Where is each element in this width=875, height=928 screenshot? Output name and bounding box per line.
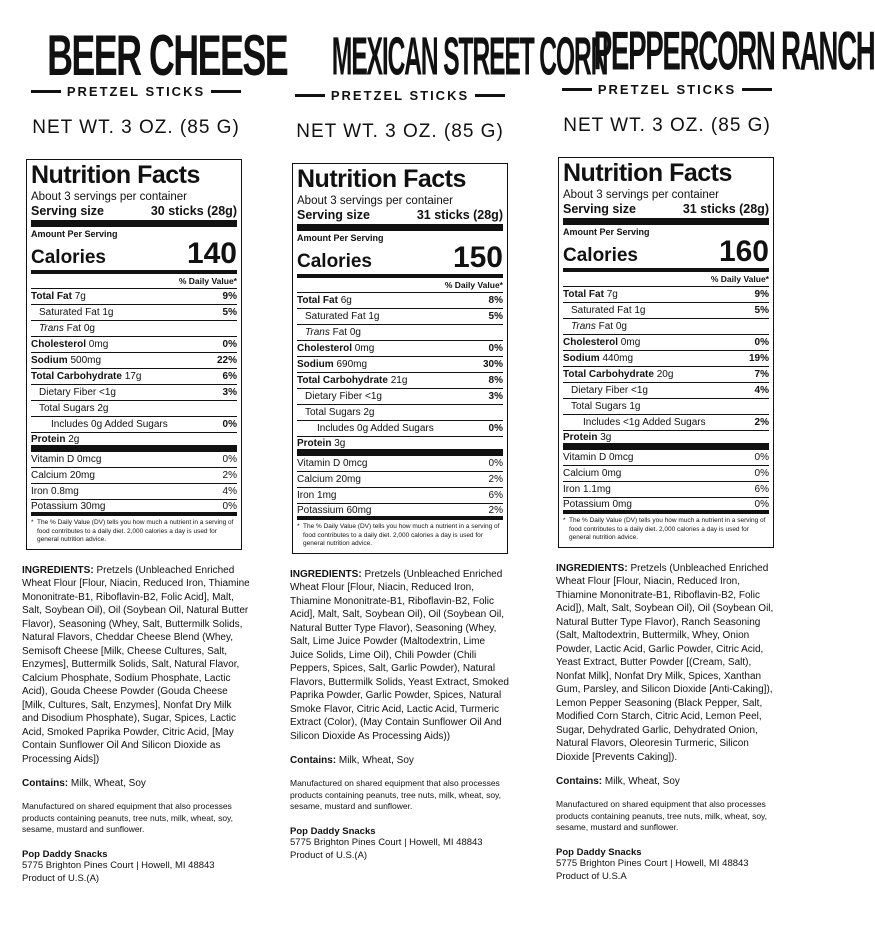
ingredients-text: Pretzels (Unbleached Enriched Wheat Flour [Flour, Niacin, Reduced Iron, Thiamine Mononitrate-B1, Riboflavin-B2, Folic Acid], Malt, Salt, Soybean Oil), Oil (Soybean Oil, Natural Butter Flavor), Seasoning (Whey, Salt, Buttermilk Solids, Natural Flavors, Cheddar Cheese Blend (Whey, Semisoft Cheese [Milk, Cheese Cultures, Salt, Enzymes], Buttermilk Solids, Salt, Natural Flavor, Calcium Phosphate, Sodium Phosphate, Lactic Acid), Gouda Cheese Powder (Gouda Cheese [Milk, Cultures, Salt, Enzymes], Nonfat Dry Milk and Disodium Phosphate), Sugar, Spices, Lactic Acid, Smoked Paprika Powder, Citric Acid, [May Contain Sunflower Oil And Silicon Dioxide as Processing Aids]) — [22, 564, 250, 765]
amount-per-serving: Amount Per Serving — [297, 233, 384, 244]
nutrient-daily-value: 9% — [754, 289, 769, 301]
nutrient-row — [31, 369, 237, 385]
product-origin: Product of U.S.(A) — [290, 849, 368, 861]
facility-statement: Manufactured on shared equipment that also processes products containing peanuts, tree nuts, milk, wheat, soy, sesame, mustard and sunflower. — [290, 778, 502, 811]
contains-text: Milk, Wheat, Soy — [70, 778, 146, 790]
contains-text: Milk, Wheat, Soy — [604, 776, 680, 788]
nutrient-label — [31, 291, 86, 302]
nutrient-name: Includes 0g Added Sugars — [317, 423, 434, 435]
nutrient-label — [297, 391, 382, 402]
nutrient-name: Trans — [571, 321, 596, 333]
nutrition-facts-heading: Nutrition Facts — [563, 159, 732, 187]
nutrient-amount: 0mg — [620, 337, 641, 349]
nutrient-row — [31, 417, 237, 433]
nutrient-row — [563, 367, 769, 383]
nutrient-amount: 3g — [334, 437, 346, 449]
nutrition-facts-panel — [292, 163, 508, 554]
serving-size-value: 31 sticks (28g) — [416, 208, 503, 223]
contains-label: Contains: — [290, 755, 337, 767]
nutrient-name: Saturated Fat — [305, 311, 366, 323]
nutrient-amount: 21g — [390, 375, 408, 387]
net-weight: NET WT. 3 OZ. (85 G) — [32, 117, 240, 138]
nutrient-amount: 500mg — [70, 355, 102, 367]
footnote-text: The % Daily Value (DV) tells you how much a nutrient in a serving of food contributes to a daily diet. 2,000 calories a day is used for general nutrition advice. — [37, 519, 234, 544]
calories-label: Calories — [31, 247, 106, 269]
nutrient-row — [563, 383, 769, 399]
calories-value: 160 — [718, 235, 769, 269]
vitamin-label: Calcium 0mg — [563, 468, 622, 480]
net-weight: NET WT. 3 OZ. (85 G) — [563, 115, 771, 136]
nutrient-name: Cholesterol — [563, 337, 619, 349]
nutrient-label — [31, 419, 168, 430]
nutrient-daily-value: 3% — [222, 387, 237, 399]
vitamin-label: Iron 1mg — [297, 490, 337, 502]
nutrient-daily-value: 2% — [754, 417, 769, 429]
nutrient-name: Dietary Fiber — [39, 387, 97, 399]
nutrient-row — [31, 305, 237, 321]
nutrient-amount: 0mg — [354, 343, 375, 355]
serving-size-row — [563, 202, 769, 225]
nutrient-name: Includes 0g Added Sugars — [51, 419, 168, 431]
subtitle-rule-right — [475, 94, 505, 97]
ingredients-label: INGREDIENTS: — [22, 564, 94, 576]
nutrient-amount: 2g — [363, 407, 375, 419]
vitamin-row — [31, 468, 237, 484]
footnote-asterisk: * — [563, 517, 566, 525]
nutrient-name: Trans — [305, 327, 330, 339]
nutrient-name: Total Sugars — [305, 407, 361, 419]
nutrient-amount: 1g — [629, 401, 641, 413]
vitamin-label: Potassium 0mg — [563, 498, 632, 510]
vitamin-label: Vitamin D 0mcg — [297, 458, 368, 470]
vitamin-row — [563, 482, 769, 498]
nutrient-row — [297, 421, 503, 437]
nutrient-daily-value: 8% — [488, 295, 503, 307]
nutrient-row — [31, 401, 237, 417]
serving-size-label: Serving size — [31, 204, 104, 219]
nutrient-name: Cholesterol — [31, 339, 87, 351]
vitamin-daily-value: 6% — [754, 484, 769, 496]
nutrient-label — [563, 305, 646, 316]
nutrient-amount: 2g — [68, 433, 80, 445]
footnote-asterisk: * — [297, 523, 300, 531]
nutrient-name: Protein — [297, 437, 332, 449]
vitamin-row — [297, 488, 503, 504]
nutrient-row — [563, 431, 769, 450]
nutrient-row — [297, 309, 503, 325]
nutrient-name: Protein — [563, 431, 598, 443]
nutrient-name: Sodium — [31, 355, 68, 367]
nutrient-row — [563, 335, 769, 351]
servings-per-container: About 3 servings per container — [31, 191, 187, 203]
vitamin-daily-value: 0% — [754, 468, 769, 480]
nutrient-name: Dietary Fiber — [305, 391, 363, 403]
nutrient-label — [31, 371, 141, 382]
nutrient-name: Sodium — [297, 359, 334, 371]
vitamin-daily-value: 0% — [222, 500, 237, 512]
ingredients-block — [22, 564, 250, 767]
vitamin-row — [31, 484, 237, 500]
nutrient-amount: Fat 0g — [598, 321, 627, 333]
vitamin-daily-value: 0% — [488, 458, 503, 470]
vitamin-label: Calcium 20mg — [297, 474, 361, 486]
nutrient-name: Includes <1g Added Sugars — [583, 417, 706, 429]
nutrient-label — [563, 385, 648, 396]
serving-size-row — [297, 208, 503, 231]
daily-value-footnote — [563, 517, 769, 542]
footnote-text: The % Daily Value (DV) tells you how much a nutrient in a serving of food contributes to a daily diet. 2,000 calories a day is used for general nutrition advice. — [303, 523, 500, 548]
nutrient-daily-value: 9% — [222, 291, 237, 303]
vitamin-daily-value: 0% — [222, 454, 237, 466]
nutrient-amount: 3g — [600, 431, 612, 443]
nutrient-label — [31, 434, 79, 445]
nutrient-row — [563, 287, 769, 303]
nutrient-amount: <1g — [631, 385, 648, 397]
footnote-text: The % Daily Value (DV) tells you how much a nutrient in a serving of food contributes to a daily diet. 2,000 calories a day is used for general nutrition advice. — [569, 517, 766, 542]
nutrition-facts-heading: Nutrition Facts — [31, 161, 200, 189]
nutrient-row — [31, 385, 237, 401]
nutrient-daily-value: 5% — [488, 311, 503, 323]
nutrient-name: Total Fat — [297, 295, 338, 307]
facility-statement: Manufactured on shared equipment that also processes products containing peanuts, tree nuts, milk, wheat, soy, sesame, mustard and sunflower. — [556, 799, 768, 832]
vitamin-row — [563, 466, 769, 482]
calories-row — [297, 243, 503, 278]
nutrient-rows — [563, 287, 769, 450]
calories-label: Calories — [297, 251, 372, 273]
nutrient-row — [31, 321, 237, 337]
amount-per-serving: Amount Per Serving — [563, 227, 650, 238]
company-address: 5775 Brighton Pines Court | Howell, MI 48843 — [290, 837, 483, 849]
nutrient-daily-value: 0% — [222, 419, 237, 431]
nutrient-daily-value: 4% — [754, 385, 769, 397]
ingredients-text: Pretzels (Unbleached Enriched Wheat Flour [Flour, Niacin, Reduced Iron, Thiamine Mononitrate-B1, Riboflavin-B2, Folic Acid]), Malt, Salt, Soybean Oil), Oil (Soybean Oil, Natural Butter Type Flavor), Ranch Seasoning (Salt, Maltodextrin, Buttermilk, Whey, Onion Powder, Lactic Acid, Garlic Powder, Citric Acid, Yeast Extract, Butter Powder [(Cream, Salt), Nonfat Milk], Nonfat Dry Milk, Spices, Xanthan Gum, Parsley, and Silicon Dioxide [Anti-Caking]), Lemon Pepper Seasoning (Black Pepper, Salt, Modified Corn Starch, Citric Acid, Lemon Peel, Sugar, Dehydrated Garlic, Dehydrated Onion, Natural Flavors, Oleoresin Turmeric, Silicon Dioxide [Prevents Caking]). — [556, 562, 774, 763]
nutrient-daily-value: 6% — [222, 371, 237, 383]
nutrient-name: Total Fat — [31, 291, 72, 303]
nutrient-name: Saturated Fat — [571, 305, 632, 317]
nutrient-daily-value: 5% — [222, 307, 237, 319]
product-subtitle: PRETZEL STICKS — [66, 84, 206, 99]
nutrient-amount: <1g — [99, 387, 116, 399]
nutrient-label — [31, 307, 114, 318]
nutrient-daily-value: 0% — [488, 423, 503, 435]
nutrient-name: Sodium — [563, 353, 600, 365]
product-title: MEXICAN STREET CORN — [331, 27, 608, 87]
nutrient-rows — [31, 289, 237, 452]
vitamin-label: Iron 0.8mg — [31, 486, 79, 498]
nutrient-daily-value: 8% — [488, 375, 503, 387]
nutrient-label — [31, 323, 95, 334]
serving-size-row — [31, 204, 237, 227]
nutrient-row — [297, 325, 503, 341]
footnote-asterisk: * — [31, 519, 34, 527]
nutrient-rows — [297, 293, 503, 456]
nutrient-label — [297, 407, 375, 418]
vitamin-rows — [297, 456, 503, 520]
nutrient-row — [297, 389, 503, 405]
daily-value-header: % Daily Value* — [31, 274, 237, 289]
nutrient-amount: 7g — [606, 289, 618, 301]
nutrient-amount: 0mg — [88, 339, 109, 351]
vitamin-label: Iron 1.1mg — [563, 484, 611, 496]
nutrient-row — [297, 373, 503, 389]
vitamin-label: Potassium 60mg — [297, 504, 372, 516]
company-address: 5775 Brighton Pines Court | Howell, MI 48843 — [556, 858, 749, 870]
subtitle-rule-right — [211, 90, 241, 93]
serving-size-label: Serving size — [563, 202, 636, 217]
nutrient-row — [297, 357, 503, 373]
nutrient-label — [31, 387, 116, 398]
nutrient-name: Protein — [31, 433, 66, 445]
calories-row — [563, 237, 769, 272]
product-origin: Product of U.S.A — [556, 870, 627, 882]
vitamin-daily-value: 2% — [222, 470, 237, 482]
ingredients-block — [290, 568, 510, 744]
nutrient-name: Total Sugars — [39, 403, 95, 415]
nutrition-facts-panel — [26, 159, 242, 550]
product-subtitle: PRETZEL STICKS — [330, 88, 470, 103]
company-address: 5775 Brighton Pines Court | Howell, MI 48843 — [22, 860, 215, 872]
vitamin-daily-value: 0% — [754, 452, 769, 464]
nutrient-row — [31, 353, 237, 369]
nutrient-row — [297, 437, 503, 456]
nutrient-label — [563, 289, 618, 300]
nutrient-label — [563, 337, 640, 348]
nutrient-amount: 7g — [74, 291, 86, 303]
nutrient-amount: 1g — [102, 307, 114, 319]
serving-size-label: Serving size — [297, 208, 370, 223]
vitamin-daily-value: 2% — [488, 504, 503, 516]
nutrient-name: Dietary Fiber — [571, 385, 629, 397]
vitamin-row — [297, 472, 503, 488]
subtitle-rule-left — [31, 90, 61, 93]
nutrient-row — [31, 289, 237, 305]
subtitle-rule-right — [742, 88, 772, 91]
nutrient-label — [563, 321, 627, 332]
nutrient-daily-value: 5% — [754, 305, 769, 317]
calories-value: 140 — [186, 237, 237, 271]
nutrient-name: Cholesterol — [297, 343, 353, 355]
vitamin-label: Potassium 30mg — [31, 500, 106, 512]
nutrient-label — [563, 353, 633, 364]
daily-value-footnote — [297, 523, 503, 548]
serving-size-value: 31 sticks (28g) — [682, 202, 769, 217]
ingredients-label: INGREDIENTS: — [556, 562, 628, 574]
vitamin-row — [563, 498, 769, 514]
nutrient-row — [297, 293, 503, 309]
nutrient-row — [563, 303, 769, 319]
nutrient-daily-value: 0% — [222, 339, 237, 351]
vitamin-rows — [563, 450, 769, 514]
vitamin-rows — [31, 452, 237, 516]
nutrient-name: Total Sugars — [571, 401, 627, 413]
nutrient-amount: 6g — [340, 295, 352, 307]
nutrient-name: Total Carbohydrate — [297, 375, 388, 387]
nutrient-label — [563, 432, 611, 443]
nutrient-label — [563, 417, 706, 428]
allergen-contains — [556, 776, 778, 787]
nutrient-row — [563, 319, 769, 335]
servings-per-container: About 3 servings per container — [563, 189, 719, 201]
vitamin-label: Vitamin D 0mcg — [563, 452, 634, 464]
daily-value-footnote — [31, 519, 237, 544]
nutrient-name: Total Carbohydrate — [563, 369, 654, 381]
vitamin-label: Vitamin D 0mcg — [31, 454, 102, 466]
nutrient-daily-value: 0% — [754, 337, 769, 349]
nutrient-name: Total Carbohydrate — [31, 371, 122, 383]
nutrient-label — [563, 369, 673, 380]
net-weight: NET WT. 3 OZ. (85 G) — [296, 121, 504, 142]
vitamin-row — [297, 456, 503, 472]
product-column-peppercorn-ranch — [556, 0, 875, 883]
nutrient-amount: 1g — [368, 311, 380, 323]
nutrient-amount: 690mg — [336, 359, 368, 371]
nutrient-amount: <1g — [365, 391, 382, 403]
vitamin-row — [297, 504, 503, 520]
subtitle-rule-left — [295, 94, 325, 97]
nutrition-facts-heading: Nutrition Facts — [297, 165, 466, 193]
daily-value-header: % Daily Value* — [563, 272, 769, 287]
nutrient-row — [31, 433, 237, 452]
nutrient-row — [563, 399, 769, 415]
nutrient-row — [563, 351, 769, 367]
allergen-contains — [22, 778, 250, 789]
nutrient-label — [31, 403, 109, 414]
product-subtitle: PRETZEL STICKS — [597, 82, 737, 97]
allergen-contains — [290, 755, 510, 766]
nutrient-daily-value: 30% — [482, 359, 503, 371]
company-name: Pop Daddy Snacks — [556, 847, 642, 859]
vitamin-daily-value: 0% — [754, 498, 769, 510]
facility-statement: Manufactured on shared equipment that also processes products containing peanuts, tree nuts, milk, wheat, soy, sesame, mustard and sunflower. — [22, 801, 234, 834]
nutrient-label — [297, 295, 352, 306]
vitamin-row — [563, 450, 769, 466]
nutrient-row — [31, 337, 237, 353]
nutrient-label — [297, 375, 407, 386]
nutrient-label — [297, 343, 374, 354]
nutrient-label — [297, 359, 367, 370]
product-title: BEER CHEESE — [47, 22, 288, 88]
nutrient-label — [563, 401, 641, 412]
nutrient-label — [31, 339, 108, 350]
nutrient-amount: Fat 0g — [332, 327, 361, 339]
calories-row — [31, 239, 237, 274]
nutrient-daily-value: 3% — [488, 391, 503, 403]
nutrient-amount: 1g — [634, 305, 646, 317]
calories-label: Calories — [563, 245, 638, 267]
servings-per-container: About 3 servings per container — [297, 195, 453, 207]
nutrient-amount: 20g — [656, 369, 674, 381]
contains-label: Contains: — [22, 778, 69, 790]
product-title: PEPPERCORN RANCH — [593, 20, 875, 82]
vitamin-label: Calcium 20mg — [31, 470, 95, 482]
serving-size-value: 30 sticks (28g) — [150, 204, 237, 219]
contains-label: Contains: — [556, 776, 603, 788]
nutrient-label — [31, 355, 101, 366]
nutrient-name: Trans — [39, 323, 64, 335]
product-origin: Product of U.S.(A) — [22, 872, 100, 884]
nutrient-amount: 2g — [97, 403, 109, 415]
nutrient-amount: Fat 0g — [66, 323, 95, 335]
ingredients-text: Pretzels (Unbleached Enriched Wheat Flour [Flour, Niacin, Reduced Iron, Thiamine Mononitrate-B1, Riboflavin-B2, Folic Acid], Malt, Salt, Soybean Oil), Oil (Soybean Oil, Natural Butter Type Flavor), Seasoning (Whey, Salt, Lime Juice Powder (Maltodextrin, Lime Juice Solids, Lime Oil), Chili Powder (Chili Peppers, Spices, Salt, Garlic Powder), Natural Flavors, Buttermilk Solids, Yeast Extract, Smoked Paprika Powder, Garlic Powder, Spices, Natural Smoke Flavor, Citric Acid, Lactic Acid, Turmeric Extract (Color), (May Contain Sunflower Oil And Silicon Dioxide As Processing Aids)) — [290, 568, 509, 742]
vitamin-daily-value: 6% — [488, 490, 503, 502]
nutrient-name: Total Fat — [563, 289, 604, 301]
company-name: Pop Daddy Snacks — [22, 849, 108, 861]
nutrient-row — [297, 405, 503, 421]
nutrient-label — [297, 438, 345, 449]
subtitle-rule-left — [562, 88, 592, 91]
vitamin-daily-value: 2% — [488, 474, 503, 486]
nutrition-facts-panel — [558, 157, 774, 548]
daily-value-header: % Daily Value* — [297, 278, 503, 293]
calories-value: 150 — [452, 241, 503, 275]
nutrient-amount: 440mg — [602, 353, 634, 365]
vitamin-daily-value: 4% — [222, 486, 237, 498]
ingredients-label: INGREDIENTS: — [290, 568, 362, 580]
nutrient-daily-value: 0% — [488, 343, 503, 355]
nutrient-row — [297, 341, 503, 357]
nutrient-row — [563, 415, 769, 431]
nutrient-daily-value: 22% — [216, 355, 237, 367]
amount-per-serving: Amount Per Serving — [31, 229, 118, 240]
ingredients-block — [556, 562, 778, 765]
vitamin-row — [31, 500, 237, 516]
contains-text: Milk, Wheat, Soy — [338, 755, 414, 767]
nutrient-daily-value: 19% — [748, 353, 769, 365]
nutrient-name: Saturated Fat — [39, 307, 100, 319]
nutrient-label — [297, 311, 380, 322]
nutrient-daily-value: 7% — [754, 369, 769, 381]
nutrient-amount: 17g — [124, 371, 142, 383]
vitamin-row — [31, 452, 237, 468]
product-column-beer-cheese — [22, 0, 288, 885]
nutrient-label — [297, 327, 361, 338]
nutrient-label — [297, 423, 434, 434]
company-name: Pop Daddy Snacks — [290, 826, 376, 838]
